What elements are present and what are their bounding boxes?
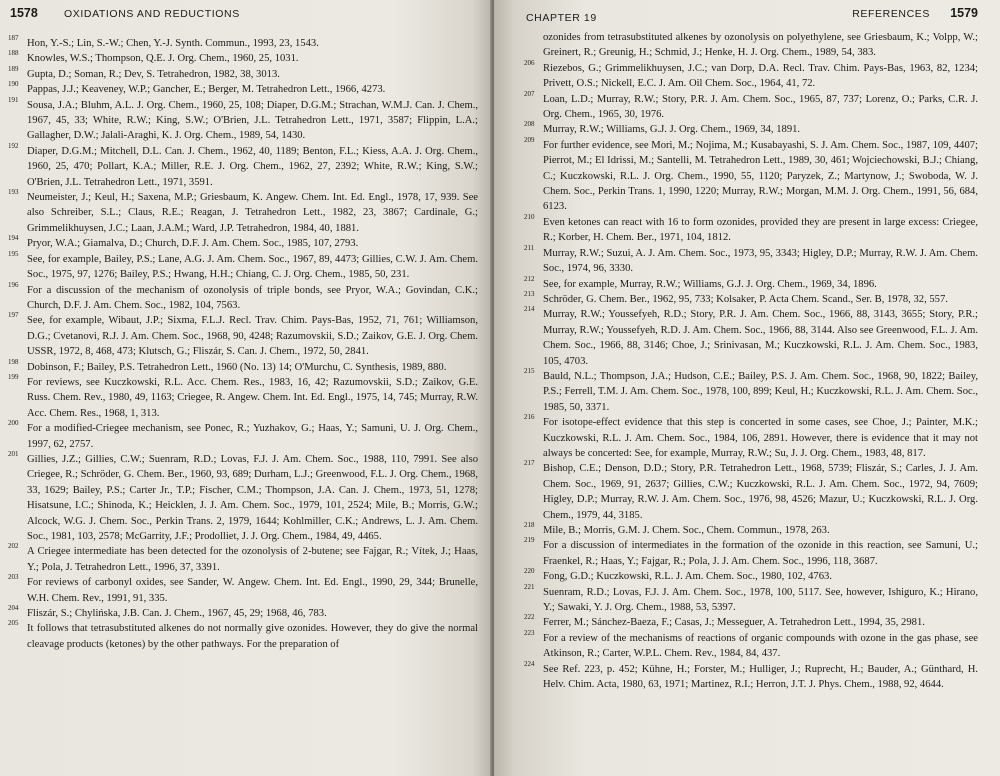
reference-text: Hon, Y.-S.; Lin, S.-W.; Chen, Y.-J. Synth. Commun., 1993, 23, 1543. bbox=[27, 38, 319, 49]
reference-entry bbox=[524, 307, 978, 369]
reference-entry bbox=[8, 313, 478, 359]
reference-entry bbox=[8, 357, 478, 375]
reference-entry bbox=[524, 659, 978, 693]
reference-text: See, for example, Bailey, P.S.; Lane, A.G. J. Am. Chem. Soc., 1967, 89, 4473; Gillies, C.W. J. Am. Chem. Soc., 1975, 97, 1276; Bailey, P.S.; Hwang, H.H.; Chiang, C. J. Org. Chem., 1985, 50, 231. bbox=[27, 253, 478, 281]
reference-text: Diaper, D.G.M.; Mitchell, D.L. Can. J. Chem., 1962, 40, 1189; Benton, F.L.; Kiess, A.A. J. Org. Chem., 1960, 25, 470; Pollart, K.A.; Miller, R.E. J. Org. Chem., 1962, 27, 2392; White, R.W.; King, S.W.; O'Brien, J.L. Tetrahedron Lett., 1971, 3591. bbox=[27, 145, 478, 188]
reference-number: 222 bbox=[524, 613, 535, 622]
reference-text: Even ketones can react with 16 to form ozonides, provided they are present in large excess: Criegee, R.; Korber, H. Chem. Ber., 1971, 104, 1812. bbox=[543, 216, 978, 244]
reference-number: 210 bbox=[524, 212, 535, 221]
reference-text: Bishop, C.E.; Denson, D.D.; Story, P.R. Tetrahedron Lett., 1968, 5739; Fliszár, S.; Carles, J. J. Am. Chem. Soc., 1969, 91, 2637; Gillies, C.W.; Kuczkowski, R.L. J. Am. Chem. Soc., 1972, 94, 7609; Higley, D.P.; Murray, R.W. J. Am. Chem. Soc., 1976, 98, 4526; Mazur, U.; Kuczkowski, R.L. J. Org. Chem., 1979, 44, 3185. bbox=[543, 463, 978, 521]
reference-text: Neumeister, J.; Keul, H.; Saxena, M.P.; Griesbaum, K. Angew. Chem. Int. Ed. Engl., 1978, 17, 939. See also Schreiber, S.L.; Claus, R.E.; Reagan, J. Tetrahedron Lett., 1982, 23, 3867; Cardinale, G.; Grimmelikhuysen, J.C.; Laan, J.A.M.; Ward, J.P. Tetrahedron, 1984, 40, 1881. bbox=[27, 192, 478, 234]
reference-entry bbox=[524, 135, 978, 215]
chapter-title: CHAPTER 19 bbox=[526, 12, 597, 24]
reference-text: For isotope-effect evidence that this step is concerted in some cases, see Choe, J.; Painter, M.K.; Kuczkowski, R.L. J. Am. Chem. Soc., 1984, 106, 2891. However, there is evidence that it may not always be concerted: See, for example, Murray, R.W.; Su, J. J. Org. Chem., 1983, 48, 817. bbox=[543, 417, 978, 459]
reference-number: 205 bbox=[8, 619, 19, 628]
reference-number: 215 bbox=[524, 366, 535, 375]
reference-entry bbox=[524, 582, 978, 616]
reference-text: Fong, G.D.; Kuczkowski, R.L. J. Am. Chem. Soc., 1980, 102, 4763. bbox=[543, 571, 832, 583]
reference-number: 220 bbox=[524, 567, 535, 576]
reference-text: For reviews of carbonyl oxides, see Sander, W. Angew. Chem. Int. Ed. Engl., 1990, 29, 344; Brunelle, W.H. Chem. Rev., 1991, 91, 335. bbox=[27, 577, 478, 604]
reference-entry bbox=[524, 615, 978, 630]
reference-text: For a discussion of the mechanism of ozonolysis of triple bonds, see Pryor, W.A.; Govindan, C.K.; Church, D.F. J. Am. Chem. Soc., 1982, 104, 7563. bbox=[27, 284, 478, 311]
reference-number: 208 bbox=[524, 120, 535, 129]
reference-text: Bauld, N.L.; Thompson, J.A.; Hudson, C.E.; Bailey, P.S. J. Am. Chem. Soc., 1968, 90, 1822; Bailey, P.S.; Ferrell, T.M. J. Am. Chem. Soc., 1978, 100, 899; Keul, H.; Kuczkowski, R.L. J. Am. Chem. Soc., 1985, 50, 3371. bbox=[543, 370, 978, 413]
reference-entry bbox=[8, 82, 478, 97]
reference-entry bbox=[524, 461, 978, 523]
reference-number: 223 bbox=[524, 628, 535, 637]
reference-number: 188 bbox=[8, 49, 19, 58]
reference-number: 194 bbox=[8, 234, 19, 243]
reference-text: Pappas, J.J.; Keaveney, W.P.; Gancher, E.; Berger, M. Tetrahedron Lett., 1966, 4273. bbox=[27, 84, 386, 96]
reference-number: 206 bbox=[524, 58, 535, 67]
reference-number: 190 bbox=[8, 80, 19, 89]
reference-text: Suenram, R.D.; Lovas, F.J. J. Am. Chem. Soc., 1978, 100, 5117. See, however, Ishiguro, K.; Hirano, Y.; Sawaki, Y. J. Org. Chem., 1988, 53, 5397. bbox=[543, 586, 978, 614]
reference-text: ozonides from tetrasubstituted alkenes by ozonolysis on polyethylene, see Griesbaum, K.; Volpp, W.; Greinert, R.; Greunig, H.; Schmid, J.; Henke, H. J. Org. Chem., 1989, 54, 383. bbox=[543, 32, 978, 59]
reference-entry bbox=[524, 523, 978, 538]
reference-entry bbox=[524, 569, 978, 584]
reference-text: Sousa, J.A.; Bluhm, A.L. J. Org. Chem., 1960, 25, 108; Diaper, D.G.M.; Strachan, W.M.J. Can. J. Chem., 1967, 45, 33; White, R.W.; King, S.W.; O'Brien, J.L. Tetrahedron Lett., 1971, 3587; Flippin, L.A.; Gallagher, D.W.; Jalali-Araghi, K. J. Org. Chem., 1989, 54, 1430. bbox=[27, 99, 478, 142]
reference-text: Knowles, W.S.; Thompson, Q.E. J. Org. Chem., 1960, 25, 1031. bbox=[27, 53, 299, 65]
running-title: OXIDATIONS AND REDUCTIONS bbox=[64, 8, 240, 20]
page-number: 1578 bbox=[10, 6, 38, 20]
left-page bbox=[0, 0, 492, 776]
reference-text: Gupta, D.; Soman, R.; Dev, S. Tetrahedron, 1982, 38, 3013. bbox=[27, 68, 280, 80]
reference-text: Fliszár, S.; Chylińska, J.B. Can. J. Chem., 1967, 45, 29; 1968, 46, 783. bbox=[27, 608, 327, 620]
reference-entry bbox=[8, 372, 478, 421]
reference-text: Loan, L.D.; Murray, R.W.; Story, P.R. J. Am. Chem. Soc., 1965, 87, 737; Lorenz, O.; Parks, C.R. J. Org. Chem., 1965, 30, 1976. bbox=[543, 93, 978, 121]
reference-number: 192 bbox=[8, 141, 19, 150]
reference-entry bbox=[524, 289, 978, 307]
reference-text: For further evidence, see Mori, M.; Nojima, M.; Kusabayashi, S. J. Am. Chem. Soc., 1987, 109, 4407; Pierrot, M.; El Idrissi, M.; Santelli, M. Tetrahedron Lett., 1989, 30, 461; Wojciechowski, B.J.; Chiang, C.; Kuczkowski, R.L. J. Org. Chem., 1990, 55, 1120; Paryzek, Z.; Martynow, J.; Swoboda, W. J. Chem. Soc., Perkin Trans. 1, 1990, 1220; Murray, R.W.; Morgan, M.M. J. Org. Chem., 1991, 56, 684, 6123. bbox=[543, 139, 978, 213]
reference-number: 187 bbox=[8, 34, 19, 42]
reference-entry bbox=[8, 421, 478, 452]
reference-number: 203 bbox=[8, 573, 19, 582]
reference-entry bbox=[8, 249, 478, 283]
reference-entry bbox=[8, 95, 478, 144]
reference-entry bbox=[8, 575, 478, 606]
reference-text: Murray, R.W.; Youssefyeh, R.D.; Story, P.R. J. Am. Chem. Soc., 1966, 88, 3143, 3655; Story, P.R.; Murray, R.W.; Youssefyeh, R.D. J. Am. Chem. Soc., 1966, 88, 3144. Also see Greenwood, F.L. J. Am. Chem. Soc., 1966, 88, 3146; Choe, J.; Srinivasan, M.; Kuczkowski, R.L. J. Am. Chem. Soc., 1983, 105, 4703. bbox=[543, 309, 978, 367]
reference-entry bbox=[8, 236, 478, 251]
reference-text: Ferrer, M.; Sánchez-Baeza, F.; Casas, J.; Messeguer, A. Tetrahedron Lett., 1994, 35, 2981. bbox=[543, 617, 925, 629]
reference-text: For a discussion of intermediates in the formation of the ozonide in this reaction, see Samuni, U.; Fraenkel, R.; Haas, Y.; Fajgar, R.; Pola, J. J. Am. Chem. Soc., 1996, 118, 3687. bbox=[543, 540, 978, 567]
reference-entry bbox=[524, 538, 978, 569]
reference-entry bbox=[8, 141, 478, 190]
reference-entry bbox=[524, 366, 978, 415]
reference-number: 209 bbox=[524, 135, 535, 144]
reference-entry bbox=[8, 36, 478, 51]
reference-entry bbox=[8, 190, 478, 236]
reference-number: 202 bbox=[8, 542, 19, 551]
reference-text: Mile, B.; Morris, G.M. J. Chem. Soc., Chem. Commun., 1978, 263. bbox=[543, 525, 830, 536]
reference-number: 197 bbox=[8, 311, 19, 320]
reference-entry bbox=[8, 544, 478, 575]
reference-text: Riezebos, G.; Grimmelikhuysen, J.C.; van Dorp, D.A. Recl. Trav. Chim. Pays-Bas, 1963, 82, 1234; Privett, O.S.; Nickell, E.C. J. Am. Oil Chem. Soc., 1964, 41, 72. bbox=[543, 62, 978, 90]
reference-number: 204 bbox=[8, 604, 19, 613]
reference-entry bbox=[8, 51, 478, 66]
reference-number: 214 bbox=[524, 305, 535, 314]
reference-entry bbox=[524, 212, 978, 246]
reference-entry bbox=[8, 280, 478, 314]
reference-number: 219 bbox=[524, 536, 535, 545]
reference-text: Dobinson, F.; Bailey, P.S. Tetrahedron Lett., 1960 (No. 13) 14; O'Murchu, C. Synthesis, 1989, 880. bbox=[27, 361, 447, 373]
reference-number: 221 bbox=[524, 582, 535, 591]
reference-text: Murray, R.W.; Suzui, A. J. Am. Chem. Soc., 1973, 95, 3343; Higley, D.P.; Murray, R.W. J. Am. Chem. Soc., 1974, 96, 3330. bbox=[543, 247, 978, 275]
reference-text: Gillies, J.Z.; Gillies, C.W.; Suenram, R.D.; Lovas, F.J. J. Am. Chem. Soc., 1988, 110, 7991. See also Criegee, R.; Schröder, G. Chem. Ber., 1960, 93, 689; Durham, L.J.; Greenwood, F.L. J. Org. Chem., 1968, 33, 1629; Bailey, P.S.; Carter Jr., T.P.; Fischer, C.M.; Thompson, J.A. Can. J. Chem., 1973, 51, 1278; Hisatsune, I.C.; Shinoda, K.; Heicklen, J. J. Am. Chem. Soc., 1979, 101, 2524; Mile, B.; Morris, G.W.; Alcock, W.G. J. Chem. Soc., Perkin Trans. 2, 1979, 1644; Kohlmiller, C.K.; Andrews, L. J. Am. Chem. Soc., 1981, 103, 2578; McGarrity, J.F.; Prodolliet, J. J. Org. Chem., 1984, 49, 4465. bbox=[27, 453, 478, 542]
reference-text: See, for example, Murray, R.W.; Williams, G.J. J. Org. Chem., 1969, 34, 1896. bbox=[543, 278, 877, 290]
reference-list bbox=[524, 30, 978, 692]
reference-number: 199 bbox=[8, 372, 19, 381]
reference-entry bbox=[524, 58, 978, 92]
reference-entry bbox=[524, 122, 978, 137]
reference-text: Schröder, G. Chem. Ber., 1962, 95, 733; Kolsaker, P. Acta Chem. Scand., Ser. B, 1978, 32, 557. bbox=[543, 293, 948, 305]
reference-number: 198 bbox=[8, 357, 19, 366]
reference-entry bbox=[8, 606, 478, 621]
reference-entry bbox=[524, 89, 978, 123]
reference-number: 216 bbox=[524, 413, 535, 422]
reference-entry bbox=[524, 415, 978, 461]
reference-number: 193 bbox=[8, 188, 19, 197]
reference-entry bbox=[524, 274, 978, 292]
reference-number: 212 bbox=[524, 274, 535, 283]
reference-text: A Criegee intermediate has been detected for the ozonolysis of 2-butene; see Fajgar, R.; Vítek, J.; Haas, Y.; Pola, J. Tetrahedron Lett., 1996, 37, 3391. bbox=[27, 546, 478, 573]
reference-number: 196 bbox=[8, 280, 19, 289]
reference-entry bbox=[524, 243, 978, 277]
reference-text: It follows that tetrasubstituted alkenes do not normally give ozonides. However, they do give the normal cleavage products (ketones) by the other pathways. For the preparation of bbox=[27, 623, 478, 650]
reference-number: 189 bbox=[8, 64, 19, 73]
reference-entry bbox=[8, 621, 478, 652]
reference-list bbox=[8, 36, 478, 652]
reference-number: 211 bbox=[524, 243, 535, 252]
reference-number: 191 bbox=[8, 95, 19, 104]
reference-text: For a review of the mechanisms of reactions of organic compounds with ozone in the gas phase, see Atkinson, R.; Carter, W.P.L. Chem. Rev., 1984, 84, 437. bbox=[543, 632, 978, 660]
reference-number: 218 bbox=[524, 521, 535, 529]
reference-text: Murray, R.W.; Williams, G.J. J. Org. Chem., 1969, 34, 1891. bbox=[543, 124, 801, 136]
reference-entry bbox=[8, 64, 478, 82]
page-number: 1579 bbox=[950, 6, 978, 20]
right-page-header bbox=[524, 6, 978, 28]
running-title: REFERENCES bbox=[852, 8, 930, 20]
reference-continuation bbox=[524, 30, 978, 61]
reference-entry bbox=[524, 628, 978, 662]
left-page-header bbox=[8, 6, 478, 28]
reference-number: 224 bbox=[524, 659, 535, 668]
reference-number: 217 bbox=[524, 459, 535, 468]
right-page bbox=[494, 0, 1000, 776]
reference-number: 195 bbox=[8, 249, 19, 258]
reference-number: 201 bbox=[8, 449, 19, 458]
reference-text: See, for example, Wibaut, J.P.; Sixma, F.L.J. Recl. Trav. Chim. Pays-Bas, 1952, 71, 761; Williamson, D.G.; Cvetanovi, R.J. J. Am. Chem. Soc., 1968, 90, 4248; Razumovskii, S.D.; Zaikov, G.E. J. Org. Chem. USSR, 1972, 8, 468, 473; Klutsch, G.; Fliszár, S. Can. J. Chem., 1972, 50, 2841. bbox=[27, 315, 478, 358]
reference-number: 207 bbox=[524, 89, 535, 98]
reference-entry bbox=[8, 449, 478, 544]
reference-text: See Ref. 223, p. 452; Kühne, H.; Forster, M.; Hulliger, J.; Ruprecht, H.; Bauder, A.; Günthard, H. Helv. Chim. Acta, 1980, 63, 1971; Martinez, R.I.; Herron, J.T. J. Phys. Chem., 1988, 92, 4644. bbox=[543, 663, 978, 691]
reference-text: For a modified-Criegee mechanism, see Ponec, R.; Yuzhakov, G.; Haas, Y.; Samuni, U. J. Org. Chem., 1997, 62, 2757. bbox=[27, 423, 478, 450]
reference-text: Pryor, W.A.; Giamalva, D.; Church, D.F. J. Am. Chem. Soc., 1985, 107, 2793. bbox=[27, 238, 359, 250]
reference-number: 200 bbox=[8, 419, 19, 428]
reference-number: 213 bbox=[524, 289, 535, 298]
reference-text: For reviews, see Kuczkowski, R.L. Acc. Chem. Res., 1983, 16, 42; Razumovskii, S.D.; Zaikov, G.E. Russ. Chem. Rev., 1980, 49, 1163; Criegee, R. Angew. Chem. Int. Ed. Engl., 1975, 14, 745; Murray, R.W. Acc. Chem. Res., 1968, 1, 313. bbox=[27, 376, 478, 419]
